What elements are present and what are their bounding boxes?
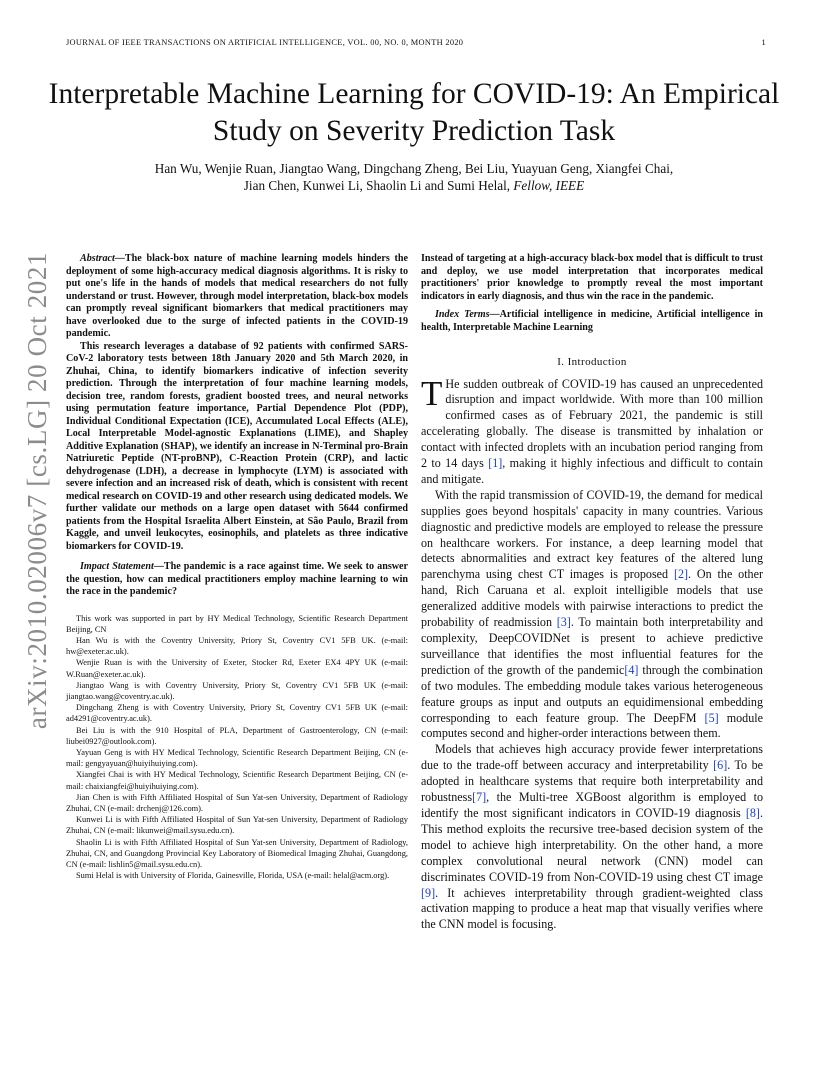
- author-list: [60, 160, 768, 194]
- paper-title: Interpretable Machine Learning for COVID-19: An Empirical Study on Severity Prediction Task: [48, 78, 780, 147]
- intro-p2-c: . To maintain both interpretability and complexity, DeepCOVIDNet is present to achieve predictive surveillance that identifies the most influential features for the prediction of the growth of the pandemic: [421, 615, 763, 677]
- citation-link[interactable]: [6]: [713, 758, 728, 773]
- footnotes: [66, 613, 408, 882]
- citation-link[interactable]: [3]: [556, 615, 571, 630]
- drop-cap: T: [421, 373, 443, 413]
- abstract-continued: Instead of targeting at a high-accuracy black-box model that is difficult to trust and deploy, we use model interpretation that incorporates medical practitioners' prior knowledge to promptly reveal the most important indicators in early diagnosis, and thus win the race in the pandemic.: [421, 253, 763, 302]
- abstract-paragraph-2: This research leverages a database of 92 patients with confirmed SARS-CoV-2 laboratory tests between 18th January 2020 and 5th March 2020, in Zhuhai, China, to identify biomarkers indicative of infection severity prediction. Through the interpretation of four machine learning models, decision tree, random forests, gradient boosted trees, and neural networks using permutation feature importance, Partial Dependence Plot (PDP), Individual Conditional Expectation (ICE), Accumulated Local Effects (ALE), Local Interpretable Model-agnostic Explanations (LIME), and Shapley Additive Explanation (SHAP), we identify an increase in N-Terminal pro-Brain Natriuretic Peptide (NT-proBNP), C-Reaction Protein (CRP), and lactic dehydrogenase (LDH), a decrease in lymphocyte (LYM) is associated with severe infection and an increased risk of death, which is consistent with recent medical research on COVID-19 and other research using dedicated models. We further validate our methods on a large open dataset with 5644 confirmed patients from the Hospital Israelita Albert Einstein, at São Paulo, Brazil from Kaggle, and unveil leukocytes, eosinophils, and platelets as three indicative biomarkers for COVID-19.: [66, 340, 408, 552]
- running-header: [66, 38, 766, 47]
- abstract-text-1: The black-box nature of machine learning models hinders the deployment of some high-accuracy medical diagnosis algorithms. It is risky to put one's life in the hands of models that medical researchers do not fully understand or trust. However, through model interpretation, black-box models can promptly reveal significant biomarkers that medical practitioners may have overlooked due to the surge of infected patients in the COVID-19 pandemic.: [66, 253, 408, 339]
- citation-link[interactable]: [7]: [472, 790, 487, 805]
- abstract-label: Abstract: [80, 253, 115, 264]
- impact-text: The pandemic is a race against time. We seek to answer the question, how can medical practitioners employ machine learning to win the race in the pandemic?: [66, 561, 408, 597]
- intro-p1-start: He sudden outbreak of COVID-19 has caused an unprecedented disruption and impact worldwide. With more than 100 million confirmed cases as of February 2021, the pandemic is still accelerating globally. The disease is transmitted by inhalation or contact with infected droplets with an incubation period ranging from 2 to 14 days: [421, 376, 763, 471]
- index-terms: Index Terms—Artificial intelligence in medicine, Artificial intelligence in health, Interpretable Machine Learning: [421, 309, 763, 333]
- citation-link[interactable]: [8]: [745, 805, 760, 820]
- citation-link[interactable]: [4]: [624, 662, 639, 677]
- introduction-body: [421, 373, 764, 934]
- intro-p1-end: , making it highly infectious and difficult to contain and mitigate.: [421, 456, 764, 486]
- intro-p3-e: . It achieves interpretability through gradient-weighted class activation mapping to produce a heat map that visually verifies where the CNN model is focusing.: [421, 885, 763, 932]
- impact-label: Impact Statement: [80, 561, 154, 572]
- right-column: [421, 253, 763, 933]
- intro-p3-b: . To be adopted in healthcare systems that require both interpretability and robustness: [421, 758, 763, 805]
- footnote: Shaolin Li is with Fifth Affiliated Hospital of Sun Yat-sen University, Department of Radiology, Zhuhai, CN, and Guangdong Provincial Key Laboratory of Biomedical Imaging Zhuhai, Guangdong, CN (e-mail: lishlin5@mail.sysu.edu.cn).: [66, 837, 408, 869]
- footnote: Bei Liu is with the 910 Hospital of PLA, Department of Gastroenterology, CN (e-mail: liubei0927@outlook.com).: [66, 725, 408, 746]
- citation-link[interactable]: [5]: [704, 710, 719, 725]
- footnote: Jiangtao Wang is with Coventry University, Priory St, Coventry CV1 5FB UK (e-mail: jiangtao.wang@coventry.ac.uk).: [66, 680, 408, 701]
- footnote: Jian Chen is with Fifth Affiliated Hospital of Sun Yat-sen University, Department of Radiology Zhuhai, CN (e-mail: drchenj@126.com).: [66, 792, 408, 813]
- intro-p3-c: , the Multi-tree XGBoost algorithm is employed to identify the most significant indicators in COVID-19 diagnosis: [421, 790, 763, 820]
- authors-line-1: Han Wu, Wenjie Ruan, Jiangtao Wang, Dingchang Zheng, Bei Liu, Yuayuan Geng, Xiangfei Chai,: [154, 161, 674, 176]
- footnote: Yayuan Geng is with HY Medical Technology, Scientific Research Department Beijing, CN (e-mail: gengyayuan@huiyihuiying.com).: [66, 747, 408, 769]
- intro-p3-d: . This method exploits the recursive tree-based decision system of the model to achieve high interpretability. On the other hand, a more complex convolutional neural network (CNN) model can discriminates COVID-19 from Non-COVID-19 using chest CT image: [421, 805, 763, 884]
- footnote: Kunwei Li is with Fifth Affiliated Hospital of Sun Yat-sen University, Department of Radiology Zhuhai, CN (e-mail: likunwei@mail.sysu.edu.cn).: [66, 815, 408, 836]
- index-terms-text: Artificial intelligence in medicine, Artificial intelligence in health, Interpretable Machine Learning: [421, 309, 763, 333]
- arxiv-id: arXiv:2010.02006v7 [cs.LG] 20 Oct 2021: [22, 251, 53, 729]
- index-terms-label: Index Terms: [435, 309, 490, 320]
- footnote: Dingchang Zheng is with Coventry University, Priory St, Coventry CV1 5FB UK (e-mail: ad4291@coventry.ac.uk).: [66, 703, 408, 724]
- intro-p3-a: Models that achieves high accuracy provide fewer interpretations due to the trade-off between accuracy and interpretability: [421, 742, 763, 773]
- fellow-ieee: Fellow, IEEE: [513, 178, 585, 193]
- intro-p2-e: module computes second and higher-order interactions between them.: [421, 710, 763, 741]
- footnote: This work was supported in part by HY Medical Technology, Scientific Research Department Beijing, CN: [66, 613, 408, 634]
- footnote: Xiangfei Chai is with HY Medical Technology, Scientific Research Department Beijing, CN (e-mail: chaixiangfei@huiyihuiying.com).: [66, 770, 408, 791]
- intro-paragraph-2: [421, 488, 763, 743]
- impact-statement: Impact Statement—The pandemic is a race against time. We seek to answer the question, how can medical practitioners employ machine learning to win the race in the pandemic?: [66, 561, 408, 597]
- footnote: Wenjie Ruan is with the University of Exeter, Stocker Rd, Exeter EX4 4PY UK (e-mail: W.Ruan@exeter.ac.uk).: [66, 658, 408, 679]
- intro-p2-a: With the rapid transmission of COVID-19, the demand for medical supplies goes beyond hospitals' capacity in many countries. Various diagnostic and predictive models are employed to release the pressure on healthcare workers. For instance, a deep learning model that detects abnormalities and extract key features of the altered lung parenchyma using chest CT images is proposed: [421, 487, 763, 582]
- page-number: 1: [761, 38, 766, 47]
- citation-link[interactable]: [1]: [488, 456, 503, 471]
- intro-paragraph-1: [421, 373, 764, 488]
- citation-link[interactable]: [2]: [673, 567, 689, 582]
- footnote: Han Wu is with the Coventry University, Priory St, Coventry CV1 5FB UK. (e-mail: hw@exeter.ac.uk).: [66, 635, 408, 657]
- section-heading: I. Introduction: [557, 356, 627, 368]
- authors-line-2: [60, 177, 768, 194]
- arxiv-watermark: [20, 251, 56, 729]
- left-column: [66, 253, 408, 881]
- citation-link[interactable]: [9]: [421, 885, 436, 900]
- journal-name: JOURNAL OF IEEE TRANSACTIONS ON ARTIFICIAL INTELLIGENCE, VOL. 00, NO. 0, MONTH 2020: [66, 38, 464, 47]
- intro-p2-d: through the combination of two modules. The embedding module takes various heterogeneous feature groups as input and outputs an equidimensional embedding corresponding to each feature group. The DeepFM: [421, 662, 763, 725]
- authors-line-2-text: Jian Chen, Kunwei Li, Shaolin Li and Sumi Helal,: [243, 178, 511, 193]
- footnote: Sumi Helal is with University of Florida, Gainesville, Florida, USA (e-mail: helal@acm.org).: [76, 871, 390, 881]
- intro-p2-b: . On the other hand, Rich Caruana et al. exploit intelligible models that use generalized additive models with pairwise interactions to predict the probability of readmission: [421, 567, 763, 630]
- intro-paragraph-3: [421, 742, 763, 933]
- abstract-paragraph-1: Abstract—The black-box nature of machine learning models hinders the deployment of some high-accuracy medical diagnosis algorithms. It is risky to put one's life in the hands of models that medical researchers do not fully understand or trust. However, through model interpretation, black-box models can promptly reveal significant biomarkers that medical practitioners may have overlooked due to the surge of infected patients in the COVID-19 pandemic.: [66, 253, 408, 339]
